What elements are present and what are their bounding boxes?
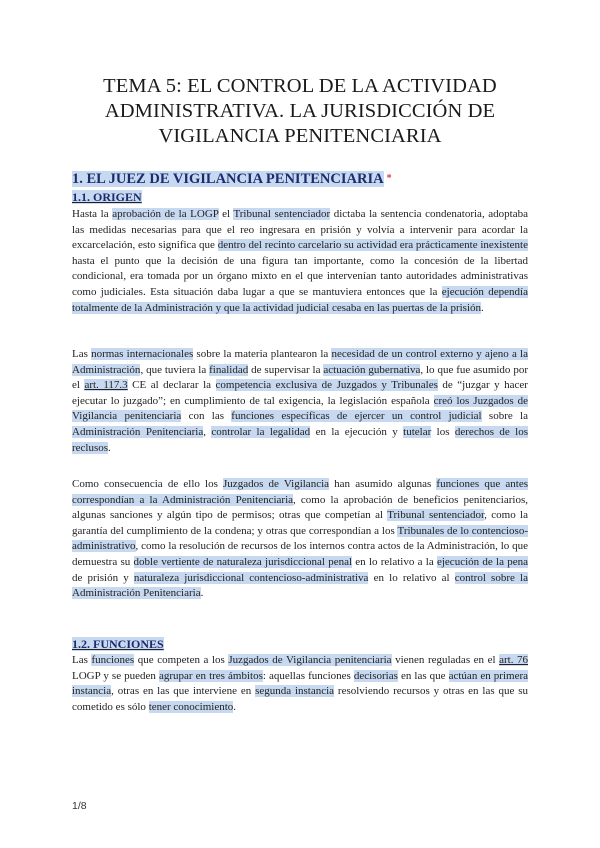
text-run: sobre la materia plantearon la bbox=[193, 348, 332, 360]
highlight: funciones bbox=[91, 654, 135, 666]
text-run: Las bbox=[72, 348, 92, 360]
article-link[interactable]: art. 76 bbox=[499, 654, 529, 666]
subsection-heading-origen bbox=[72, 190, 142, 205]
highlight: ejecución dependía totalmente de la Administración y que la actividad judicial cesaba en las puertas de la prisión bbox=[72, 285, 528, 314]
text-run: Hasta la bbox=[72, 208, 113, 220]
subsection-heading-text: 1.1. ORIGEN bbox=[72, 190, 142, 204]
text-run: de prisión y bbox=[72, 571, 134, 584]
text-run: de “juzgar y hacer ejecutar lo juzgado”; en cumplimiento de tal exigencia, la legislación española bbox=[72, 379, 528, 407]
highlight: decisorias bbox=[353, 669, 398, 682]
text-run: en lo relativo al bbox=[368, 571, 455, 584]
subsection-heading-text: 1.2. FUNCIONES bbox=[72, 637, 164, 651]
text-run: . bbox=[200, 587, 204, 600]
highlight: naturaleza jurisdiccional contencioso-administrativa bbox=[133, 571, 369, 584]
text-run: hasta el punto que la decisión de una figura tan importante, como la concesión de la libertad condicional, era tomada por un órgano mixto en el que intervenían tanto autoridades administrativas como judiciales. Esta situación daba lugar a que se mantuviera entonces que la bbox=[72, 254, 528, 298]
highlight: funciones que antes correspondían a la Administración Penitenciaria bbox=[72, 478, 528, 506]
highlight: necesidad de un control externo y ajeno a la Administración bbox=[72, 348, 528, 376]
article-link[interactable]: art. 117.3 bbox=[84, 379, 128, 392]
paragraph-2 bbox=[72, 347, 528, 456]
title-line: VIGILANCIA PENITENCIARIA bbox=[158, 125, 442, 147]
text-run: : aquellas funciones bbox=[262, 669, 354, 682]
highlight: controlar la legalidad bbox=[211, 425, 311, 438]
text-run: CE al declarar la bbox=[127, 379, 216, 392]
text-run: , que tuviera la bbox=[140, 363, 210, 376]
text-run: , bbox=[203, 425, 212, 438]
asterisk-marker: * bbox=[386, 173, 392, 184]
text-run: , otras en las que interviene en bbox=[111, 685, 256, 698]
text-run: . bbox=[108, 441, 111, 454]
text-run: en la ejecución y bbox=[310, 425, 404, 438]
highlight: finalidad bbox=[209, 363, 249, 376]
highlight: tener conocimiento bbox=[148, 700, 234, 713]
section-heading-text: 1. EL JUEZ DE VIGILANCIA PENITENCIARIA bbox=[72, 171, 384, 187]
text-run: , como la resolución de recursos de los internos contra actos de la Administración, lo que demuestra su bbox=[72, 540, 528, 568]
text-run: vienen reguladas en el bbox=[391, 654, 500, 666]
highlight: tutelar bbox=[403, 425, 432, 438]
text-run: sobre la bbox=[481, 410, 528, 423]
highlight: Tribunal sentenciador bbox=[387, 509, 485, 522]
text-run: . bbox=[233, 700, 237, 713]
text-run: Como consecuencia de ello los bbox=[72, 478, 224, 490]
text-run: . bbox=[481, 301, 484, 314]
highlight: dentro del recinto carcelario su actividad era prácticamente inexistente bbox=[217, 239, 528, 252]
text-run: han asumido algunas bbox=[329, 478, 437, 490]
text-run: en las que bbox=[397, 669, 449, 682]
text-run: , lo que fue asumido por el bbox=[72, 363, 528, 392]
text-run: en lo relativo a la bbox=[352, 555, 437, 568]
highlight: Tribunal sentenciador bbox=[233, 208, 331, 220]
paragraph-4 bbox=[72, 653, 528, 715]
highlight: aprobación de la LOGP bbox=[112, 208, 219, 220]
text-run: dictaba la sentencia condenatoria, adoptaba las medidas necesarias para que el reo ingresara en prisión y volvía a intervenir para acordar la excarcelación, esto significa que bbox=[72, 208, 528, 252]
section-heading bbox=[72, 170, 392, 188]
highlight: Tribunales de lo contencioso-administrativo bbox=[72, 524, 529, 553]
highlight: Juzgados de Vigilancia bbox=[223, 478, 330, 490]
highlight: Administración Penitenciaria bbox=[72, 425, 204, 438]
highlight: actúan en primera instancia bbox=[72, 669, 529, 698]
text-run: de supervisar la bbox=[248, 363, 324, 376]
text-run: que competen a los bbox=[134, 654, 229, 666]
paragraph-1 bbox=[72, 207, 528, 316]
text-run: , como la aprobación de beneficios penitenciarios, algunas sanciones y algún tipo de permisos; otras que competían al bbox=[72, 493, 528, 522]
highlight: doble vertiente de naturaleza jurisdiccional penal bbox=[133, 555, 353, 568]
title-line: TEMA 5: EL CONTROL DE LA ACTIVIDAD bbox=[103, 75, 497, 97]
text-run: con las bbox=[181, 410, 232, 423]
highlight: funciones específicas de ejercer un control judicial bbox=[231, 410, 482, 423]
text-run: LOGP y se pueden bbox=[72, 669, 159, 682]
subsection-heading-funciones bbox=[72, 637, 164, 652]
document-title bbox=[60, 74, 540, 149]
page-number: 1/8 bbox=[72, 800, 87, 812]
text-run: resolviendo recursos y otras en las que su cometido es sólo bbox=[72, 685, 528, 713]
highlight: creó los Juzgados de Vigilancia penitenciaria bbox=[72, 394, 528, 423]
highlight: normas internacionales bbox=[91, 348, 194, 360]
text-run: los bbox=[431, 425, 455, 438]
text-run: , como la garantía del cumplimiento de la condena; y otras que correspondían a los bbox=[72, 509, 528, 537]
paragraph-3 bbox=[72, 477, 528, 602]
highlight: segunda instancia bbox=[255, 685, 335, 698]
text-run: Las bbox=[72, 654, 92, 666]
text-run: el bbox=[218, 208, 234, 220]
highlight: Juzgados de Vigilancia penitenciaria bbox=[228, 654, 392, 666]
title-line: ADMINISTRATIVA. LA JURISDICCIÓN DE bbox=[104, 100, 496, 122]
highlight: control sobre la Administración Penitenciaria bbox=[72, 571, 528, 600]
highlight: agrupar en tres ámbitos bbox=[158, 669, 263, 682]
highlight: derechos de los reclusos bbox=[72, 425, 528, 454]
highlight: competencia exclusiva de Juzgados y Tribunales bbox=[215, 379, 438, 392]
highlight: actuación gubernativa bbox=[323, 363, 421, 376]
highlight: ejecución de la pena bbox=[436, 555, 529, 568]
